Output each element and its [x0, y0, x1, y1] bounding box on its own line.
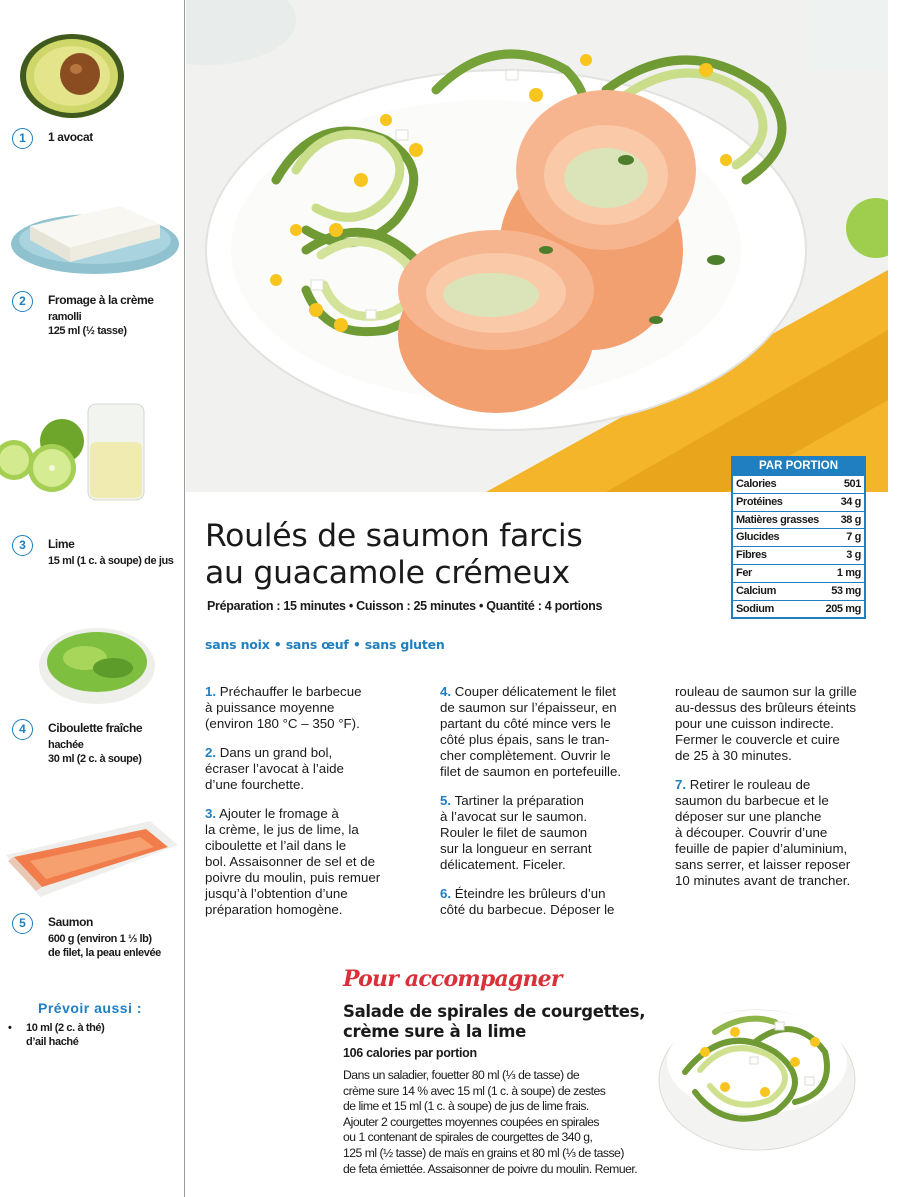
nutrition-row — [733, 511, 864, 529]
also-needed-item — [8, 1021, 105, 1049]
nutrition-row — [733, 528, 864, 546]
step-text: (environ 180 °C – 350 °F). — [205, 716, 360, 731]
step-7 — [675, 777, 900, 889]
nutrient-label: Glucides — [736, 531, 780, 544]
step-text: Préchauffer le barbecue — [219, 684, 362, 699]
nutrition-row — [733, 582, 864, 600]
step-text: de 25 à 30 minutes. — [675, 748, 792, 763]
step-text: sur la longueur en serrant — [440, 841, 592, 856]
ingredient-quantity: 600 g (environ 1 ⅓ lb) — [48, 933, 152, 945]
step-text: la crème, le jus de lime, la — [205, 822, 359, 837]
accompaniment-label: Pour accompagner — [343, 966, 562, 992]
accompaniment-title-line: Salade de spirales de courgettes, — [343, 1002, 646, 1021]
step-text: cher complètement. Ouvrir le — [440, 748, 611, 763]
nutrient-label: Fer — [736, 566, 752, 579]
salmon-fillet-photo — [0, 815, 182, 907]
step-2 — [205, 745, 430, 793]
ingredient-detail: ramolli — [48, 311, 82, 323]
step-6 — [440, 886, 668, 918]
instruction-line: 125 ml (½ tasse) de maïs en grains et 80 ml (⅓ de tasse) — [343, 1145, 624, 1160]
lime-juice-photo — [0, 396, 160, 506]
ingredient-quantity: 125 ml (½ tasse) — [48, 325, 127, 337]
step-number: 3. — [205, 806, 217, 821]
step-text: partant du côté mince vers le — [440, 716, 611, 731]
nutrition-table — [731, 456, 866, 619]
step-text: préparation homogène. — [205, 902, 343, 917]
ingredient-number: 4 — [12, 719, 33, 740]
ingredient-name: 1 avocat — [48, 130, 93, 144]
cream-cheese-photo — [0, 196, 182, 286]
step-text: côté plus épais, sans le tran- — [440, 732, 610, 747]
ingredient-number: 3 — [12, 535, 33, 556]
salmon-roll-photo — [186, 0, 888, 492]
also-needed-title: Prévoir aussi : — [38, 1000, 142, 1016]
ingredient-quantity: 30 ml (2 c. à soupe) — [48, 753, 142, 765]
instruction-line: de feta émiettée. Assaisonner de poivre du moulin. Remuer. — [343, 1161, 638, 1176]
step-text: Tartiner la préparation — [454, 793, 584, 808]
recipe-meta: Préparation : 15 minutes • Cuisson : 25 minutes • Quantité : 4 portions — [207, 599, 603, 613]
steps-column-3 — [675, 684, 900, 902]
step-text: Ajouter le fromage à — [219, 806, 339, 821]
nutrient-value: 501 — [843, 478, 861, 490]
step-4 — [440, 684, 668, 780]
diet-tags: sans noix • sans œuf • sans gluten — [205, 637, 445, 652]
step-text: Retirer le rouleau de — [689, 777, 811, 792]
recipe-title — [205, 518, 583, 592]
step-text: à l’avocat sur le saumon. — [440, 809, 588, 824]
step-number: 2. — [205, 745, 217, 760]
nutrition-row — [733, 475, 864, 493]
ingredient-name: Saumon — [48, 915, 93, 929]
step-text: Dans un grand bol, — [219, 745, 333, 760]
nutrient-value: 1 mg — [836, 566, 861, 579]
nutrient-value: 205 mg — [825, 602, 861, 615]
ingredient-detail: hachée — [48, 739, 84, 751]
instruction-line: Ajouter 2 courgettes moyennes coupées en spirales — [343, 1114, 599, 1129]
step-text: jusqu’à l’obtention d’une — [205, 886, 348, 901]
steps-column-1 — [205, 684, 430, 931]
step-text: à puissance moyenne — [205, 700, 335, 715]
nutrient-label: Calories — [736, 478, 777, 490]
accompaniment-instructions — [343, 1068, 637, 1177]
step-text: bol. Assaisonner de sel et de — [205, 854, 376, 869]
ingredients-sidebar — [0, 0, 185, 1197]
step-number: 4. — [440, 684, 452, 699]
instruction-line: ou 1 contenant de spirales de courgettes de 340 g, — [343, 1130, 593, 1145]
nutrient-label: Protéines — [736, 495, 783, 508]
steps-column-2 — [440, 684, 668, 931]
nutrient-label: Fibres — [736, 549, 767, 562]
instruction-line: crème sure 14 % avec 15 ml (1 c. à soupe) de zestes — [343, 1083, 606, 1098]
step-text: Couper délicatement le filet — [454, 684, 616, 699]
instruction-line: Dans un saladier, fouetter 80 ml (⅓ de tasse) de — [343, 1068, 580, 1082]
step-text: feuille de papier d’aluminium, — [675, 841, 848, 856]
nutrient-value: 53 mg — [831, 584, 861, 597]
step-text: écraser l’avocat à l’aide — [205, 761, 344, 776]
bullet: • — [8, 1022, 12, 1034]
recipe-title-line: Roulés de saumon farcis — [205, 518, 583, 554]
step-number: 5. — [440, 793, 452, 808]
step-text: déposer sur une planche — [675, 809, 822, 824]
nutrient-label: Calcium — [736, 584, 776, 597]
nutrient-value: 34 g — [840, 495, 861, 508]
also-needed-ingredient: d’ail haché — [26, 1036, 79, 1048]
step-text: pour une cuisson indirecte. — [675, 716, 834, 731]
accompaniment-calories: 106 calories par portion — [343, 1046, 477, 1060]
accompaniment-title-line: crème sure à la lime — [343, 1022, 526, 1041]
nutrient-value: 3 g — [846, 549, 861, 562]
nutrient-value: 38 g — [840, 513, 861, 526]
step-number: 6. — [440, 886, 452, 901]
step-1 — [205, 684, 430, 732]
step-text: Rouler le filet de saumon — [440, 825, 588, 840]
nutrition-header: PAR PORTION — [733, 458, 864, 475]
step-text: délicatement. Ficeler. — [440, 857, 566, 872]
nutrient-value: 7 g — [846, 531, 861, 544]
ingredient-number: 1 — [12, 128, 33, 149]
step-text: filet de saumon en portefeuille. — [440, 764, 622, 779]
avocado-photo — [12, 24, 130, 122]
ingredient-quantity: 15 ml (1 c. à soupe) de jus — [48, 555, 174, 567]
step-text: côté du barbecue. Déposer le — [440, 902, 615, 917]
chives-photo — [35, 620, 165, 710]
step-text: Fermer le couvercle et cuire — [675, 732, 840, 747]
step-text: au-dessus des brûleurs éteints — [675, 700, 857, 715]
ingredient-name: Fromage à la crème — [48, 293, 154, 307]
instruction-line: de lime et 15 ml (1 c. à soupe) de jus de lime frais. — [343, 1099, 589, 1114]
step-5 — [440, 793, 668, 873]
zucchini-salad-photo — [655, 992, 860, 1162]
ingredient-name: Ciboulette fraîche — [48, 721, 143, 735]
step-text: Éteindre les brûleurs d’un — [454, 886, 606, 901]
nutrition-row — [733, 493, 864, 511]
step-text: de saumon sur l’épaisseur, en — [440, 700, 617, 715]
step-number: 7. — [675, 777, 687, 792]
step-text: ciboulette et l’ail dans le — [205, 838, 347, 853]
step-text: rouleau de saumon sur la grille — [675, 684, 857, 699]
ingredient-number: 5 — [12, 913, 33, 934]
step-text: 10 minutes avant de trancher. — [675, 873, 851, 888]
nutrient-label: Matières grasses — [736, 513, 819, 526]
step-text: d’une fourchette. — [205, 777, 305, 792]
ingredient-number: 2 — [12, 291, 33, 312]
recipe-title-line: au guacamole crémeux — [205, 555, 570, 591]
ingredient-name: Lime — [48, 537, 75, 551]
step-text: saumon du barbecue et le — [675, 793, 829, 808]
step-text: sans serrer, et laisser reposer — [675, 857, 851, 872]
ingredient-detail: de filet, la peau enlevée — [48, 947, 161, 959]
nutrition-row — [733, 546, 864, 564]
step-text: à découper. Couvrir d’une — [675, 825, 828, 840]
also-needed-quantity: 10 ml (2 c. à thé) — [26, 1022, 105, 1034]
step-number: 1. — [205, 684, 217, 699]
step-text: poivre du moulin, puis remuer — [205, 870, 381, 885]
step-6-continued — [675, 684, 900, 764]
nutrition-row — [733, 564, 864, 582]
nutrition-row — [733, 600, 864, 618]
nutrient-label: Sodium — [736, 602, 774, 615]
accompaniment-title — [343, 1002, 645, 1042]
step-3 — [205, 806, 430, 918]
